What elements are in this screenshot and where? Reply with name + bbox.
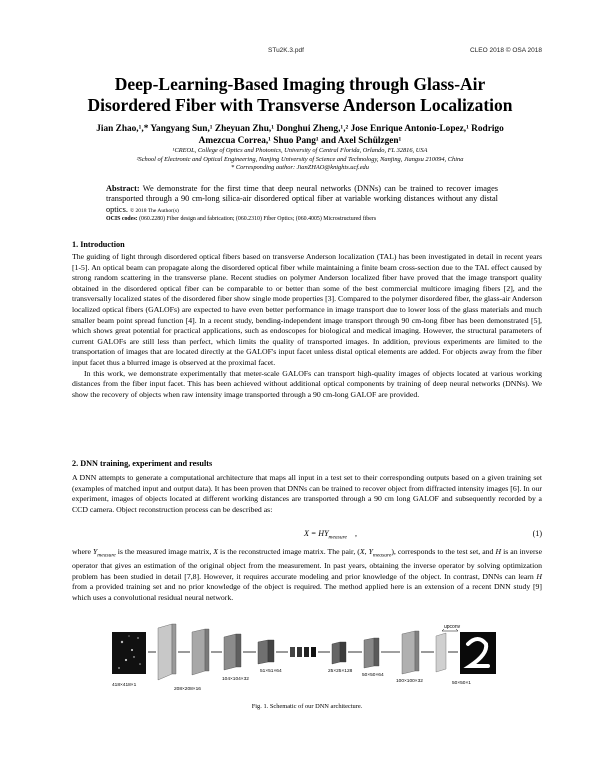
dnn-architecture-figure xyxy=(110,622,510,700)
author-line-1: Jian Zhao,¹,* Yangyang Sun,¹ Zheyuan Zhu,¹ Donghui Zheng,¹,² Jose Enrique Antonio-Lopez,¹ Rodrigo xyxy=(96,124,504,134)
equation-expression: $X = HY_{measure}$ , xyxy=(304,529,357,541)
title-line-2: Disordered Fiber with Transverse Anderson Localization xyxy=(87,95,513,115)
figure-caption: Fig. 1. Schematic of our DNN architecture. xyxy=(251,703,363,710)
intro-heading: 1. Introduction xyxy=(72,240,125,249)
layer-block-5 xyxy=(332,642,340,664)
abstract-text: We demonstrate for the first time that deep neural networks (DNNs) can be trained to recover images transported through a 90 cm-long silica-air disordered optical fiber at variable working distances without any distal optics. xyxy=(106,184,498,214)
residual-block-1 xyxy=(290,647,295,657)
size-label-8: 50×50×1 xyxy=(452,681,471,686)
size-label-4: 51×51×64 xyxy=(260,669,282,674)
layer-block-3 xyxy=(224,634,236,670)
intro-paragraph-2: In this work, we demonstrate experimentally that meter-scale GALOFs can transport high-quality images of objects located at various working distances from the fiber input facet. This has been achieved without additional optical components by training of deep neural networks (DNNs). We show the recovery of objects when raw intensity image transported through a 90 cm-long GALOF are provided. xyxy=(72,368,542,399)
upconv-label: upconv xyxy=(444,624,461,630)
author-list xyxy=(60,123,540,147)
intro-paragraph-1: The guiding of light through disordered optical fibers based on transverse Anderson localization (TAL) has been investigated in detail in recent years [1-5]. An optical beam can propagate along the disordered optical fiber while maintaining a finite beam cross-section due to the TAL effect caused by strong random scattering in the transverse plane. Recent studies on polymer Anderson localized fiber have proved that the image transport quality obtained in the disordered optical fiber can be comparable to or better than some of the best commercial multicore imaging fibers [2], and the transversally localized states of the disordered fiber show single mode properties [3]. Compared to the polymer disordered fiber, the glass-air Anderson localized optical fibers (GALOFs) are expected to have even better performance in image transport due to lower loss of the glass materials and much smaller beam point spread function [4]. In a recent study, bending-independent image transport through 90 cm-long fiber has been demonstrated [5], which shows great potential for practical applications, such as endoscopes for biological and medical imaging. However, the structural parameters of current GALOFs are still less than perfect, which limits the quality of transported images. In addition, previous experiments are limited to the transportation of images that are located directly at the GALOF's input facet unless distal optical elements are added. For objects away from the fiber input facet thus a blurred image is observed at the proximal facet. xyxy=(72,252,542,367)
size-label-6: 50×50×64 xyxy=(362,673,384,678)
dnn-paragraph-2: where $Y_{measure}$ is the measured image matrix, X is the reconstructed image matrix. The pair, (X, $Y_{measure}$), corresponds to the test set, and H is an inverse operator that gives an estimation of the original object from the measurement. In past years, obtaining the inverse operator by solving optimization problem has been studied in detail [7,8]. However, it requires accurate modeling and prior knowledge of the object. In contrast, DNNs can learn H from a provided training set and no prior knowledge of the object is required. The method applied here is an extension of a recent DNN study [9] which uses a convolutional residual neural network. xyxy=(72,547,543,602)
size-label-3: 104×104×32 xyxy=(222,677,249,682)
paper-title xyxy=(40,74,560,116)
abstract xyxy=(106,184,498,216)
layer-block-1 xyxy=(158,624,172,680)
size-label-2: 208×208×16 xyxy=(174,687,201,692)
size-label-5: 25×25×128 xyxy=(328,669,353,674)
header-conference: CLEO 2018 © OSA 2018 xyxy=(469,47,542,54)
input-speckle-image xyxy=(112,632,146,674)
equation-1 xyxy=(72,529,542,541)
ocis-text: (060.2280) Fiber design and fabrication; (060.2310) Fiber Optics; (060.4005) Microstructured fibers xyxy=(137,216,377,222)
affiliation-1: ¹CREOL, College of Optics and Photonics, University of Central Florida, Orlando, FL 32816, USA xyxy=(172,147,428,154)
title-line-1: Deep-Learning-Based Imaging through Glass-Air xyxy=(114,74,486,94)
dnn-heading: 2. DNN training, experiment and results xyxy=(72,459,213,468)
affiliation-2: ²School of Electronic and Optical Engineering, Nanjing University of Science and Technology, Nanjing, Jiangsu 210094, China xyxy=(136,155,464,163)
header-filename: STu2K.3.pdf xyxy=(268,47,304,54)
size-label-7: 100×100×32 xyxy=(396,679,423,684)
layer-block-7 xyxy=(402,631,415,674)
layer-block-2 xyxy=(192,629,205,675)
dnn-paragraph-1: A DNN attempts to generate a computational architecture that maps all input in a test set to their corresponding outputs based on a given training set (examples of matched input and output data). It has been proven that DNNs can be trained to recover object from diffracted intensity images [6]. In our experiment, images of objects located at different working distances are transported through a 90 cm long GALOF and subsequently recorded by a CCD camera. Object reconstruction process can be described as: xyxy=(72,473,542,514)
corresponding-author: * Corresponding author: JianZHAO@knights.ucf.edu xyxy=(231,164,369,172)
abstract-label: Abstract: xyxy=(106,184,140,193)
intro-body xyxy=(72,252,542,400)
size-label-1: 418×418×1 xyxy=(112,683,137,688)
ocis-codes xyxy=(106,215,498,223)
layer-block-4 xyxy=(258,640,268,664)
layer-block-6 xyxy=(364,638,374,668)
equation-number: (1) xyxy=(532,529,542,538)
affiliations xyxy=(60,147,540,173)
layer-block-8 xyxy=(436,633,446,672)
author-line-2: Amezcua Correa,¹ Shuo Pang¹ and Axel Schülzgen¹ xyxy=(198,136,402,147)
copyright-mark: © 2018 The Author(s) xyxy=(129,207,179,214)
ocis-label: OCIS codes: xyxy=(106,216,138,222)
